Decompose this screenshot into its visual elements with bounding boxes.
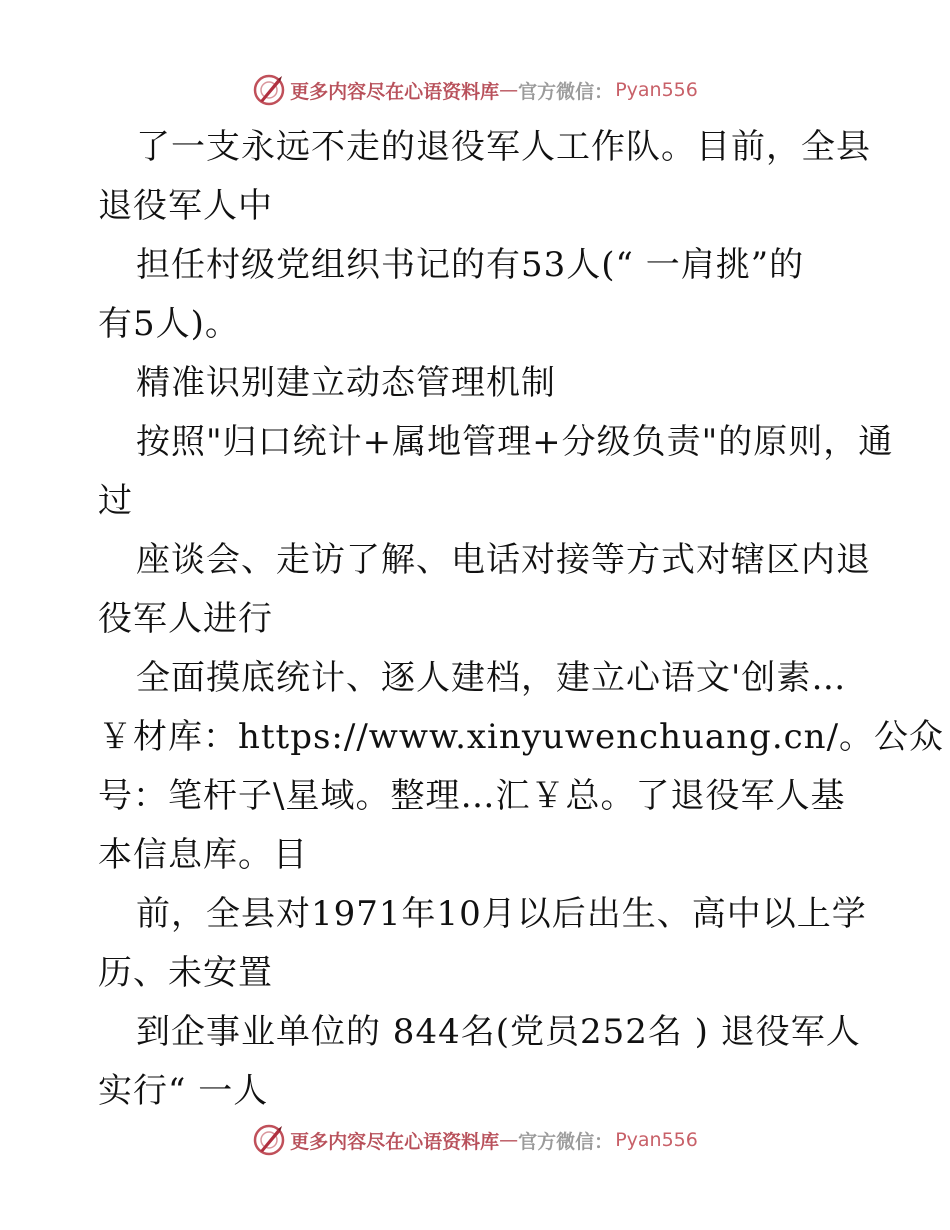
- text-line: 有5人)。: [98, 304, 240, 344]
- text-line: 前，全县对1971年10月以后出生、高中以上学: [136, 894, 867, 934]
- text-line: 本信息库。目: [98, 835, 308, 875]
- text-line: 担任村级党组织书记的有53人(“ 一肩挑”的: [136, 245, 805, 285]
- header-site-name: 更多内容尽在心语资料库: [290, 80, 500, 103]
- text-line: 过: [98, 481, 133, 521]
- header-wechat-label: 官方微信：: [518, 80, 614, 103]
- text-line: 号：笔杆子\星域。整理…汇￥总。了退役军人基: [98, 776, 846, 816]
- text-line: 全面摸底统计、逐人建档，建立心语文'创素…: [136, 658, 847, 698]
- quill-pen-icon: [252, 1123, 286, 1157]
- text-line: 退役军人中: [98, 186, 273, 226]
- quill-pen-icon: [252, 73, 286, 107]
- text-line: 历、未安置: [98, 953, 273, 993]
- footer-wechat-label: 官方微信：: [518, 1130, 614, 1153]
- text-line: 役军人进行: [98, 599, 273, 639]
- document-body: [98, 118, 945, 1121]
- header-wechat-id: Pyan556: [615, 79, 698, 101]
- text-line: 实行“ 一人: [98, 1071, 269, 1111]
- footer-watermark: [0, 1120, 950, 1160]
- footer-separator: —: [499, 1129, 519, 1151]
- text-line: ￥材库：https://www.xinyuwenchuang.cn/。公众: [98, 717, 945, 757]
- header-watermark: [0, 70, 950, 110]
- text-line: 按照"归口统计+属地管理+分级负责"的原则，通: [136, 422, 894, 462]
- text-line: 到企事业单位的 844名(党员252名 ) 退役军人: [136, 1012, 861, 1052]
- footer-wechat-id: Pyan556: [615, 1129, 698, 1151]
- section-heading: 精准识别建立动态管理机制: [136, 363, 556, 403]
- text-line: 座谈会、走访了解、电话对接等方式对辖区内退: [136, 540, 871, 580]
- footer-site-name: 更多内容尽在心语资料库: [290, 1130, 500, 1153]
- header-separator: —: [499, 79, 519, 101]
- text-line: 了一支永远不走的退役军人工作队。目前，全县: [136, 127, 871, 167]
